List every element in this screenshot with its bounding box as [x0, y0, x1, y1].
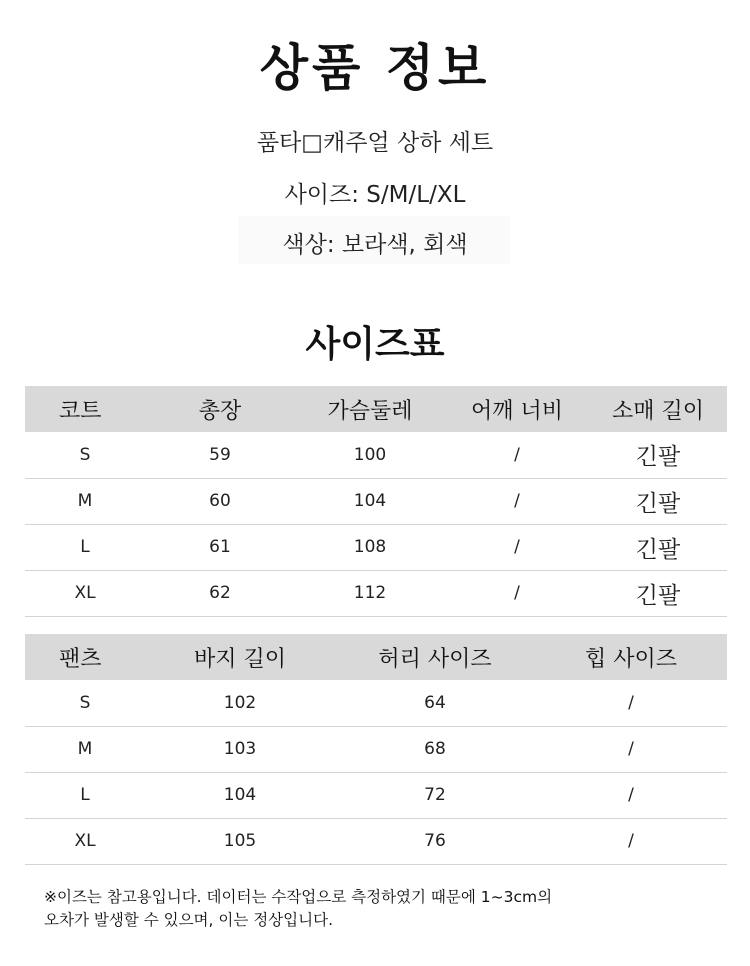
pants-header-row: [25, 634, 727, 680]
size-table-title: 사이즈표: [305, 324, 445, 365]
length-cell: 62: [145, 570, 295, 616]
coat-header-label: 코트: [25, 386, 145, 432]
table-row: [25, 432, 727, 478]
pants-length-cell: 105: [145, 818, 335, 864]
waist-cell: 68: [335, 726, 535, 772]
pants-header-length: 바지 길이: [145, 634, 335, 680]
chest-cell: 100: [295, 432, 445, 478]
shoulder-cell: /: [445, 432, 589, 478]
size-cell: XL: [25, 818, 145, 864]
coat-header-sleeve: 소매 길이: [589, 386, 727, 432]
chest-cell: 108: [295, 524, 445, 570]
waist-cell: 72: [335, 772, 535, 818]
size-cell: S: [25, 680, 145, 726]
hip-cell: /: [535, 772, 727, 818]
table-row: [25, 524, 727, 570]
coat-header-chest: 가슴둘레: [295, 386, 445, 432]
page-title: 상품 정보: [259, 39, 491, 97]
length-cell: 59: [145, 432, 295, 478]
product-colors: 색상: 보라색, 회색: [282, 232, 468, 258]
shoulder-cell: /: [445, 524, 589, 570]
coat-header-length: 총장: [145, 386, 295, 432]
shoulder-cell: /: [445, 570, 589, 616]
length-cell: 61: [145, 524, 295, 570]
pants-length-cell: 102: [145, 680, 335, 726]
size-cell: M: [25, 478, 145, 524]
note-line-1: ※이즈는 참고용입니다. 데이터는 수작업으로 측정하였기 때문에 1~3cm의: [44, 888, 553, 906]
coat-header-row: [25, 386, 727, 432]
table-row: [25, 818, 727, 864]
table-row: [25, 570, 727, 616]
size-cell: S: [25, 432, 145, 478]
product-sizes: 사이즈: S/M/L/XL: [284, 182, 466, 208]
sleeve-cell: 긴팔: [589, 524, 727, 570]
length-cell: 60: [145, 478, 295, 524]
pants-length-cell: 103: [145, 726, 335, 772]
coat-size-table: [25, 386, 727, 617]
size-cell: XL: [25, 570, 145, 616]
pants-header-waist: 허리 사이즈: [335, 634, 535, 680]
table-row: [25, 726, 727, 772]
hip-cell: /: [535, 726, 727, 772]
sleeve-cell: 긴팔: [589, 478, 727, 524]
measurement-note: [44, 886, 724, 932]
hip-cell: /: [535, 680, 727, 726]
pants-size-table: [25, 634, 727, 865]
waist-cell: 76: [335, 818, 535, 864]
table-row: [25, 478, 727, 524]
product-name: 품타□캐주얼 상하 세트: [256, 130, 494, 156]
chest-cell: 112: [295, 570, 445, 616]
sleeve-cell: 긴팔: [589, 432, 727, 478]
chest-cell: 104: [295, 478, 445, 524]
hip-cell: /: [535, 818, 727, 864]
shoulder-cell: /: [445, 478, 589, 524]
pants-length-cell: 104: [145, 772, 335, 818]
coat-header-shoulder: 어깨 너비: [445, 386, 589, 432]
pants-header-hip: 힙 사이즈: [535, 634, 727, 680]
note-line-2: 오차가 발생할 수 있으며, 이는 정상입니다.: [44, 911, 334, 929]
table-row: [25, 772, 727, 818]
size-cell: L: [25, 772, 145, 818]
pants-header-label: 팬츠: [25, 634, 145, 680]
size-cell: M: [25, 726, 145, 772]
size-cell: L: [25, 524, 145, 570]
waist-cell: 64: [335, 680, 535, 726]
sleeve-cell: 긴팔: [589, 570, 727, 616]
table-row: [25, 680, 727, 726]
